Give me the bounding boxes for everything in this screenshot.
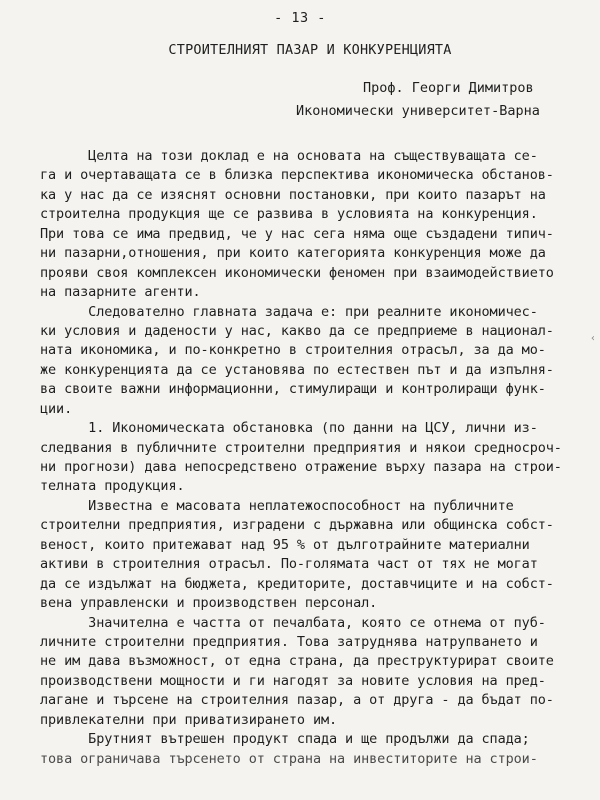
text-line: При това се има предвид, че у нас сега няма още създадени типич- bbox=[40, 225, 554, 242]
text-line: ната икономика, и по-конкретно в строителния отрасъл, за да мо- bbox=[40, 342, 546, 359]
text-line: строителни предприятия, изградени с държавна или общинска собст- bbox=[40, 517, 554, 534]
author-name: Проф. Георги Димитров bbox=[363, 80, 534, 96]
text-line: не им дава възможност, от една страна, да преструктурират своите bbox=[40, 653, 554, 670]
text-line: ни прогнози) дава непосредствено отражение върху пазара на строи- bbox=[40, 459, 562, 475]
margin-mark: ‹ bbox=[589, 333, 596, 344]
text-line: активи в строителния отрасъл. По-голямата част от тях не могат bbox=[40, 556, 538, 573]
page-number: - 13 - bbox=[274, 10, 326, 26]
text-line: следвания в публичните строителни предприятия и някои средносроч- bbox=[40, 439, 562, 456]
text-line: Следователно главната задача е: при реалните икономичес- bbox=[40, 303, 538, 320]
text-line: привлекателни при приватизирането им. bbox=[40, 711, 338, 728]
text-line: това ограничава търсенето от страна на инвеститорите на строи- bbox=[40, 750, 538, 767]
text-line: ва своите важни информационни, стимулиращи и контролиращи функ- bbox=[40, 381, 546, 398]
text-line: ни пазарни,отношения, при които категорията конкуренция може да bbox=[40, 245, 546, 262]
text-line: телната продукция. bbox=[40, 478, 185, 495]
text-line: да се издължат на бюджета, кредиторите, доставчиците и на собст- bbox=[40, 575, 554, 592]
text-line: Известна е масовата неплатежоспособност на публичните bbox=[40, 497, 514, 514]
text-line: Целта на този доклад е на основата на съществуващата се- bbox=[40, 148, 538, 164]
text-line: ки условия и дадености у нас, какво да се предприеме в национал- bbox=[40, 322, 554, 339]
text-line: вена управленски и производствен персонал. bbox=[40, 595, 378, 612]
text-line: производствени мощности и ги нагодят за новите условия на пред- bbox=[40, 672, 546, 689]
text-line: на пазарните агенти. bbox=[40, 284, 201, 301]
text-line: Значителна е частта от печалбата, която се отнема от пуб- bbox=[40, 614, 546, 631]
text-line: га и очертаващата се в близка перспектива икономическа обстанов- bbox=[40, 167, 554, 184]
text-line: строителна продукция ще се развива в условията на конкуренция. bbox=[40, 206, 538, 223]
text-line: ции. bbox=[40, 400, 73, 417]
author-affiliation: Икономически университет-Варна bbox=[296, 103, 540, 119]
text-line: же конкуренцията да се установява по естествен път и да изпълня- bbox=[40, 361, 554, 378]
text-line: прояви своя комплексен икономически феномен при взаимодействието bbox=[40, 264, 554, 281]
body-text bbox=[40, 147, 588, 769]
document-title: СТРОИТЕЛНИЯТ ПАЗАР И КОНКУРЕНЦИЯТА bbox=[168, 42, 452, 58]
text-line: 1. Икономическата обстановка (по данни на ЦСУ, лични из- bbox=[40, 420, 538, 437]
text-line: ка у нас да се изяснят основни постановки, при които пазарът на bbox=[40, 186, 546, 203]
text-line: веност, които притежават над 95 % от дълготрайните материални bbox=[40, 536, 530, 553]
text-line: личните строителни предприятия. Това затруднява натрупването и bbox=[40, 633, 538, 650]
text-line: Брутният вътрешен продукт спада и ще продължи да спада; bbox=[40, 731, 530, 748]
text-line: лагане и търсене на строителния пазар, а от друга - да бъдат по- bbox=[40, 692, 554, 709]
